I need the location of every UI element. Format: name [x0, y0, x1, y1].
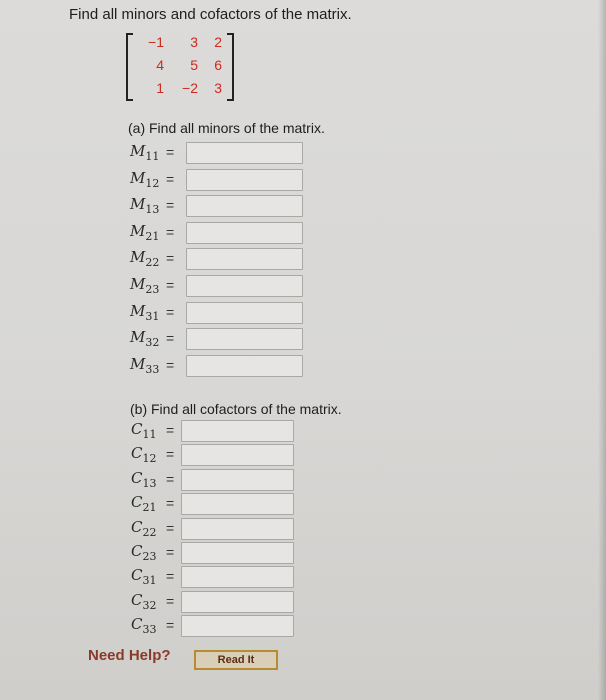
equals-sign: = [166, 330, 175, 347]
cofactor-symbol-subscript: 23 [142, 550, 157, 563]
part-a-label: (a) Find all minors of the matrix. [128, 120, 325, 136]
cofactor-symbol [131, 469, 156, 490]
matrix-cell: 4 [156, 57, 164, 73]
matrix-cell: −2 [182, 80, 198, 96]
question-title: Find all minors and cofactors of the matrix. [69, 6, 352, 23]
cofactor-answer-input[interactable] [181, 566, 294, 588]
equals-sign: = [166, 544, 175, 560]
matrix-cell: 3 [214, 80, 222, 96]
need-help-label: Need Help? [88, 647, 171, 664]
equals-sign: = [166, 470, 175, 487]
minor-answer-input[interactable] [186, 302, 303, 324]
cofactor-row [131, 615, 294, 641]
minor-symbol-subscript: 21 [145, 229, 160, 243]
minor-answer-input[interactable] [186, 142, 303, 164]
equals-sign: = [166, 277, 175, 293]
cofactor-answer-input[interactable] [181, 542, 294, 564]
minor-answer-input[interactable] [186, 169, 303, 191]
minor-symbol [130, 169, 159, 190]
minor-answer-input[interactable] [186, 275, 303, 297]
minor-answer-input[interactable] [186, 222, 303, 244]
cofactor-symbol-subscript: 12 [142, 452, 157, 466]
minor-symbol-letter: M [130, 142, 146, 160]
minor-symbol [130, 275, 159, 296]
cofactor-answer-input[interactable] [181, 591, 294, 613]
cofactor-symbol [131, 420, 156, 441]
minor-symbol-letter: M [130, 168, 146, 187]
cofactor-symbol-letter: C [131, 444, 143, 463]
cofactor-symbol-subscript: 32 [142, 598, 157, 612]
equals-sign: = [166, 422, 175, 438]
minor-symbol-subscript: 33 [145, 362, 160, 376]
cofactor-symbol-letter: C [131, 468, 143, 487]
minor-symbol-letter: M [130, 301, 146, 320]
equals-sign: = [166, 592, 175, 609]
minor-symbol-subscript: 32 [145, 336, 160, 350]
cofactor-row [131, 444, 294, 470]
matrix-cell: 5 [190, 57, 198, 73]
equals-sign: = [166, 197, 175, 214]
minor-symbol-subscript: 11 [145, 150, 160, 163]
cofactor-symbol-letter: C [131, 615, 143, 634]
cofactor-symbol-letter: C [131, 493, 143, 512]
minor-answer-input[interactable] [186, 248, 303, 270]
minor-row [130, 275, 303, 301]
minor-symbol-letter: M [130, 221, 146, 240]
minor-row [130, 355, 303, 381]
equals-sign: = [166, 303, 175, 320]
cofactor-symbol [131, 615, 156, 636]
minor-answer-input[interactable] [186, 328, 303, 350]
cofactor-answer-input[interactable] [181, 420, 294, 442]
cofactor-symbol-letter: C [131, 590, 143, 609]
cofactor-answer-input[interactable] [181, 615, 294, 637]
minor-row [130, 142, 303, 168]
cofactor-symbol [131, 566, 156, 587]
minor-symbol-letter: M [130, 248, 146, 267]
cofactor-row [131, 591, 294, 617]
minor-answer-input[interactable] [186, 355, 303, 377]
matrix-cell: 1 [156, 80, 164, 96]
cofactor-symbol [131, 493, 156, 514]
minor-symbol-letter: M [130, 275, 146, 293]
cofactor-symbol [131, 518, 156, 539]
minor-symbol-subscript: 12 [145, 176, 160, 190]
part-b-label: (b) Find all cofactors of the matrix. [130, 401, 342, 417]
minor-symbol-letter: M [130, 328, 146, 347]
cofactor-symbol-letter: C [131, 517, 143, 536]
matrix [126, 33, 234, 101]
minor-symbol-letter: M [130, 354, 146, 373]
cofactor-symbol-subscript: 21 [142, 501, 157, 515]
minor-symbol [130, 355, 159, 376]
equals-sign: = [166, 250, 175, 267]
equals-sign: = [166, 356, 175, 373]
cofactor-answer-input[interactable] [181, 493, 294, 515]
cofactor-symbol-subscript: 11 [142, 428, 157, 441]
cofactor-symbol-subscript: 33 [142, 623, 157, 637]
minor-symbol [130, 195, 159, 216]
cofactor-row [131, 420, 294, 446]
equals-sign: = [166, 617, 175, 634]
matrix-left-bracket [126, 33, 133, 101]
equals-sign: = [166, 144, 175, 160]
cofactor-symbol-letter: C [131, 420, 143, 438]
minor-symbol-subscript: 13 [145, 203, 160, 217]
minor-symbol [130, 222, 159, 243]
cofactor-symbol-subscript: 22 [142, 525, 157, 539]
cofactor-row [131, 469, 294, 495]
cofactor-symbol-subscript: 13 [142, 476, 157, 490]
cofactor-row [131, 566, 294, 592]
matrix-cell: −1 [148, 34, 164, 50]
minor-row [130, 328, 303, 354]
cofactor-answer-input[interactable] [181, 444, 294, 466]
minor-symbol-letter: M [130, 195, 146, 214]
minor-symbol [130, 328, 159, 349]
cofactor-row [131, 542, 294, 568]
cofactor-symbol [131, 444, 156, 465]
minor-symbol-subscript: 31 [145, 309, 160, 323]
cofactor-symbol [131, 591, 156, 612]
equals-sign: = [166, 170, 175, 187]
equals-sign: = [166, 519, 175, 536]
equals-sign: = [166, 495, 175, 512]
cofactor-symbol-letter: C [131, 566, 143, 585]
matrix-right-bracket [227, 33, 234, 101]
page-edge-shadow [598, 0, 606, 700]
minor-symbol-subscript: 22 [145, 256, 160, 270]
matrix-cell: 3 [190, 34, 198, 50]
minor-row [130, 169, 303, 195]
matrix-cell: 2 [214, 34, 222, 50]
cofactor-row [131, 493, 294, 519]
minor-row [130, 248, 303, 274]
minor-row [130, 302, 303, 328]
equals-sign: = [166, 223, 175, 240]
minor-row [130, 222, 303, 248]
equals-sign: = [166, 446, 175, 463]
equals-sign: = [166, 568, 175, 585]
cofactor-symbol [131, 542, 156, 563]
minor-answer-input[interactable] [186, 195, 303, 217]
minor-row [130, 195, 303, 221]
matrix-cell: 6 [214, 57, 222, 73]
minor-symbol [130, 248, 159, 269]
read-it-button[interactable]: Read It [194, 650, 278, 670]
minor-symbol [130, 142, 159, 163]
cofactor-row [131, 518, 294, 544]
cofactor-answer-input[interactable] [181, 518, 294, 540]
minor-symbol [130, 302, 159, 323]
cofactor-symbol-subscript: 31 [142, 574, 157, 588]
minor-symbol-subscript: 23 [145, 283, 160, 296]
cofactor-symbol-letter: C [131, 542, 143, 560]
cofactor-answer-input[interactable] [181, 469, 294, 491]
